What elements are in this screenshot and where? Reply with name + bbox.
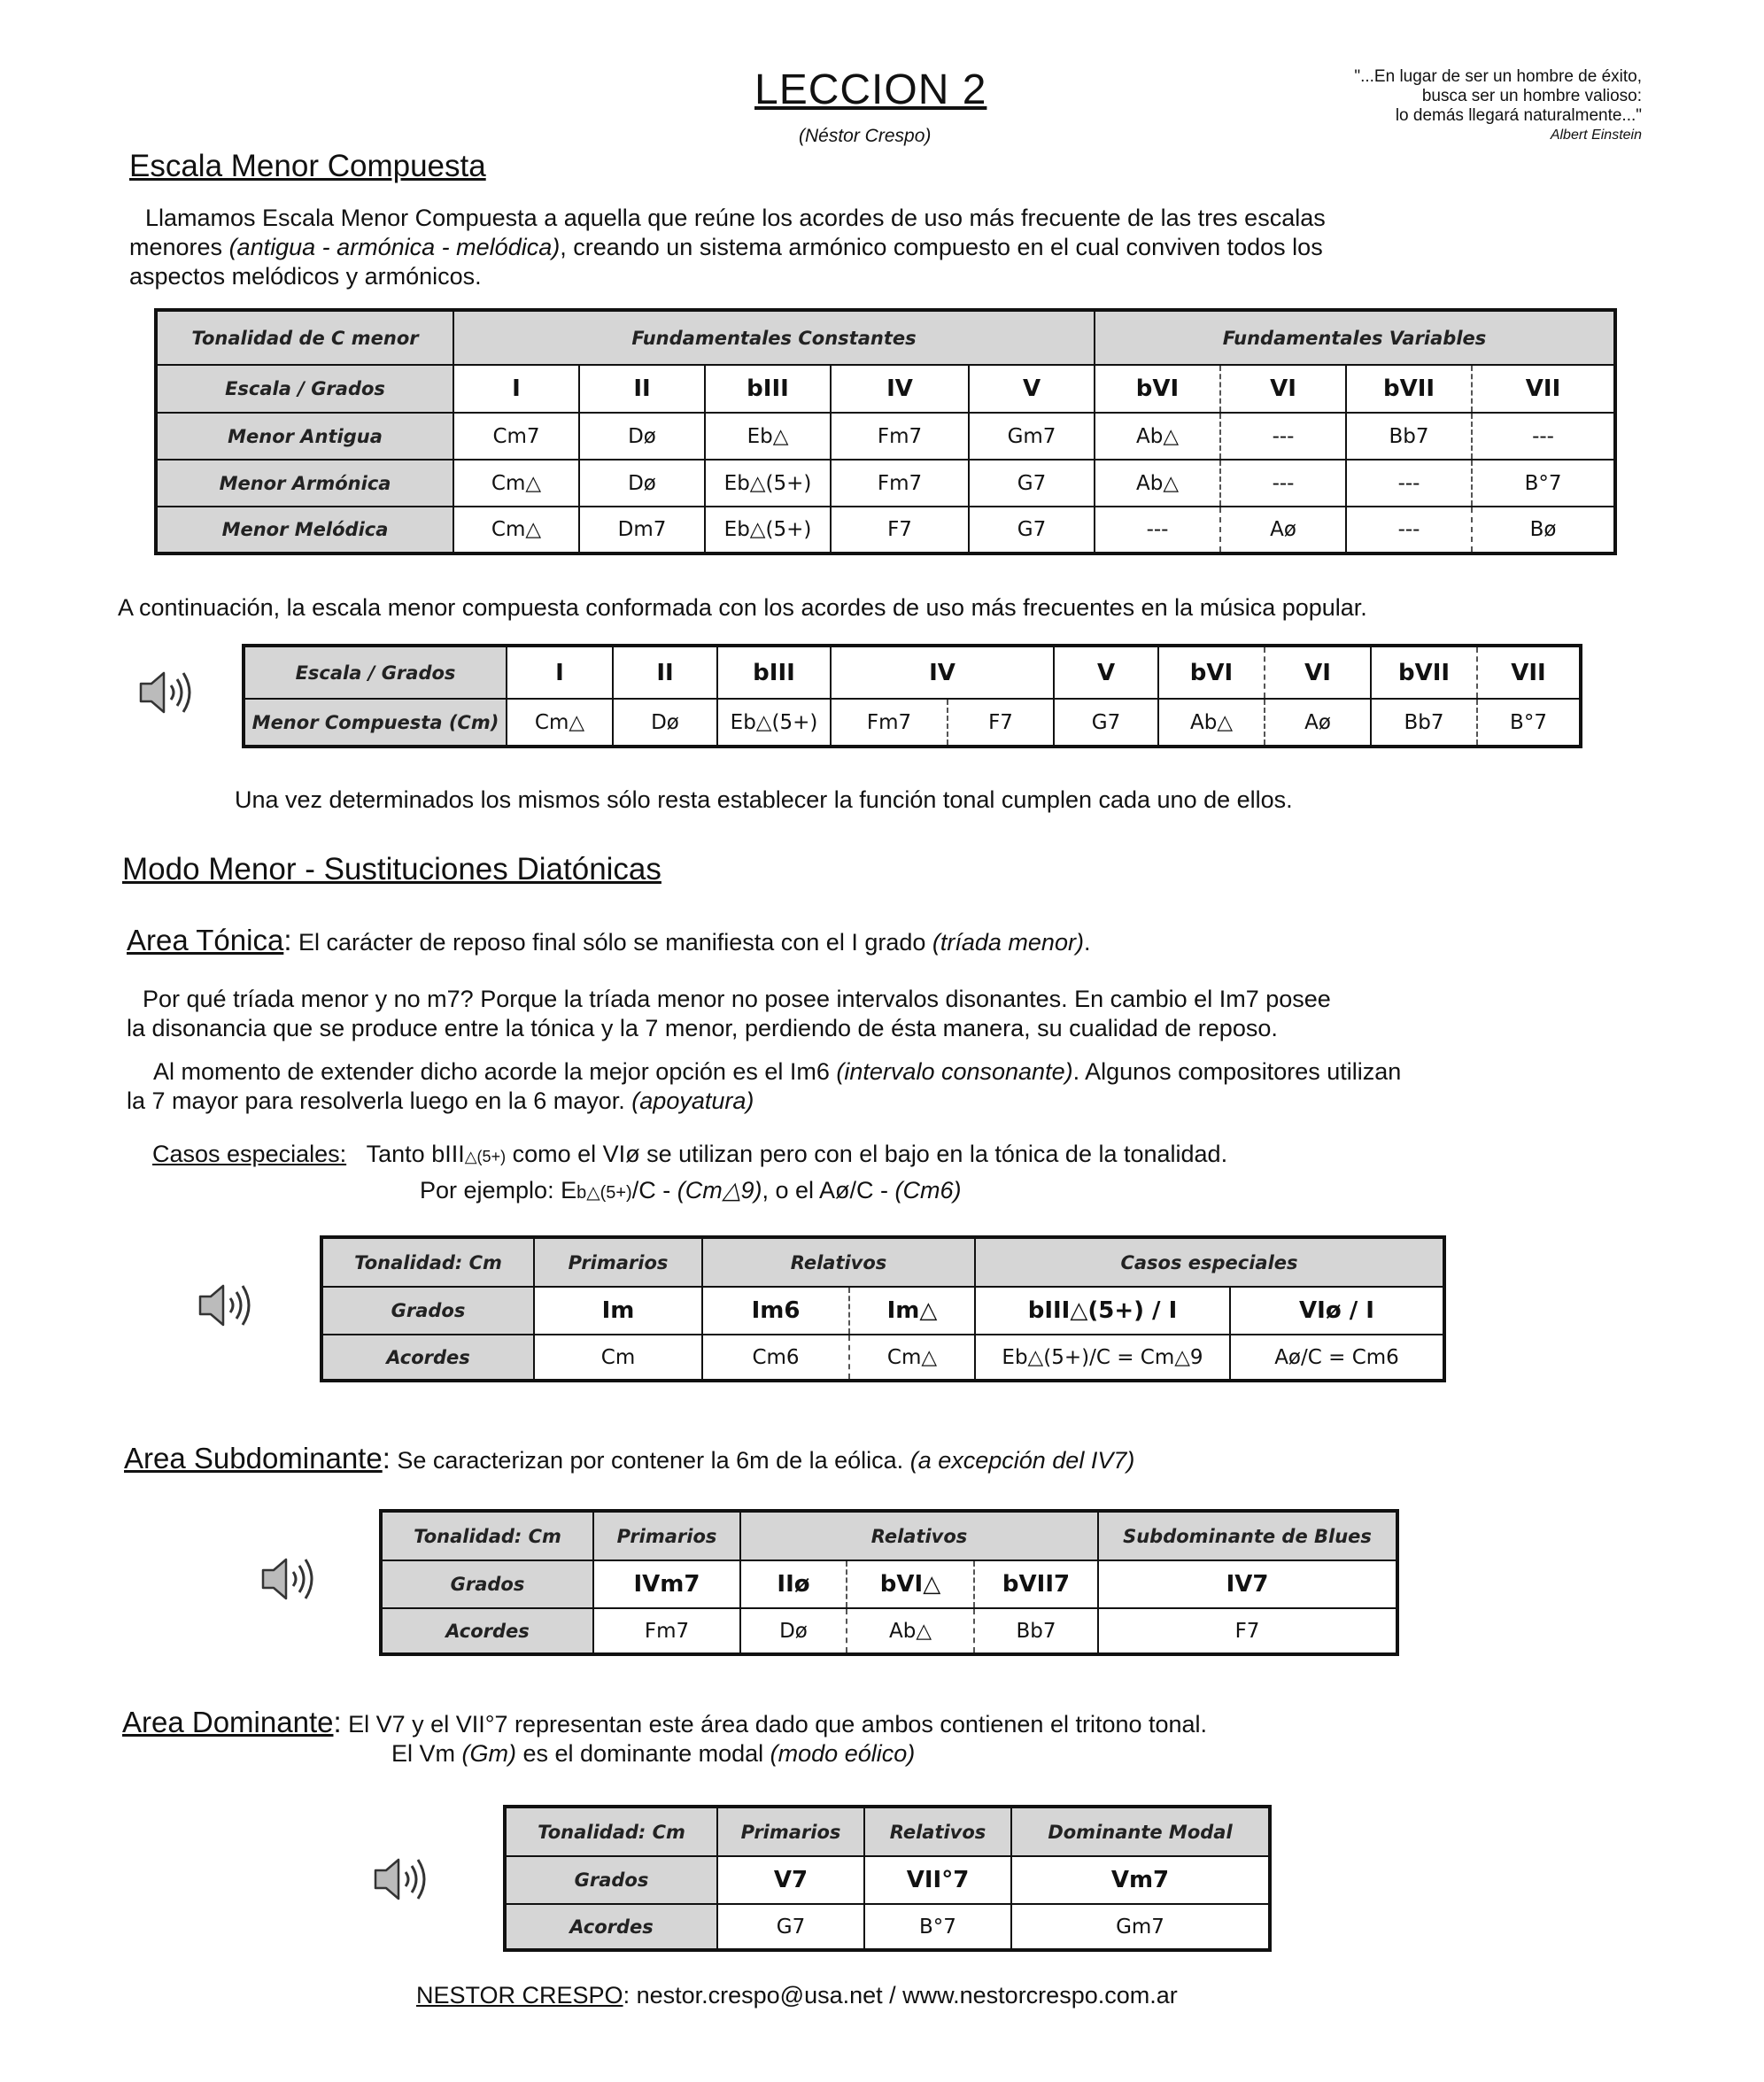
degree-cell: VII°7	[864, 1856, 1011, 1904]
chord-cell: Ab△	[1095, 460, 1220, 507]
table-row	[321, 1287, 1444, 1335]
chord-cell: G7	[1054, 699, 1158, 747]
text: △(5+)	[464, 1148, 507, 1165]
area-tonica-heading: Area Tónica	[127, 924, 284, 956]
degree-cell: bVI	[1095, 365, 1220, 413]
chord-cell: Eb△(5+)	[717, 699, 831, 747]
text: Se caracterizan por contener la 6m de la eólica.	[390, 1447, 910, 1474]
chord-cell: ---	[1346, 460, 1472, 507]
text: :	[333, 1706, 342, 1738]
speaker-volume-icon[interactable]	[197, 1281, 260, 1330]
degree-cell: II	[579, 365, 705, 413]
table-row	[321, 1335, 1444, 1381]
chord-cell: Eb△(5+)	[705, 507, 831, 553]
chord-cell: G7	[717, 1904, 864, 1950]
degree-cell: VII	[1472, 365, 1615, 413]
chord-cell: F7	[831, 507, 969, 553]
chord-cell: Cm△	[507, 699, 613, 747]
text: :	[283, 924, 292, 956]
chord-cell: G7	[969, 507, 1095, 553]
table-corner: Tonalidad: Cm	[321, 1237, 534, 1287]
chord-cell: ---	[1095, 507, 1220, 553]
tonica-paragraph-2	[127, 1057, 1401, 1116]
table-row	[156, 413, 1615, 460]
chord-cell: Bb7	[974, 1608, 1098, 1654]
row-label: Acordes	[505, 1904, 717, 1950]
degree-cell: I	[453, 365, 579, 413]
text: El carácter de reposo final sólo se manifiesta con el I grado	[291, 929, 932, 956]
text: :	[382, 1442, 391, 1474]
table-row	[505, 1904, 1270, 1950]
degree-cell: bVI△	[847, 1560, 974, 1608]
text: /C -	[631, 1177, 677, 1204]
chord-cell: Fm7	[831, 413, 969, 460]
degree-cell: bVI	[1158, 646, 1265, 699]
section-heading: Escala Menor Compuesta	[129, 149, 486, 183]
chord-cell: Ab△	[847, 1608, 974, 1654]
table-row	[381, 1608, 1397, 1654]
footer-name[interactable]: NESTOR CRESPO	[416, 1982, 623, 2008]
text: como el VIø se utilizan pero con el bajo en la tónica de la tonalidad.	[506, 1141, 1228, 1167]
dominante-table	[503, 1805, 1272, 1952]
row-label: Grados	[381, 1560, 593, 1608]
chord-cell: Ab△	[1158, 699, 1265, 747]
col-header: Casos especiales	[975, 1237, 1444, 1287]
composite-scale-table	[242, 644, 1582, 748]
table-corner: Tonalidad de C menor	[156, 310, 453, 365]
chord-cell: Dm7	[579, 507, 705, 553]
text: menores	[129, 234, 229, 260]
footer	[416, 1982, 1178, 2009]
chord-cell: B°7	[1477, 699, 1581, 747]
quote-line: lo demás llegará naturalmente..."	[1395, 106, 1642, 125]
table-row	[156, 507, 1615, 553]
row-label: Escala / Grados	[156, 365, 453, 413]
degree-cell: bVII	[1371, 646, 1477, 699]
chord-cell: Eb△(5+)	[705, 460, 831, 507]
degree-cell: IV	[831, 365, 969, 413]
chord-cell: Bø	[1472, 507, 1615, 553]
col-header: Relativos	[740, 1511, 1098, 1560]
chord-cell: F7	[1098, 1608, 1397, 1654]
text: (apoyatura)	[631, 1087, 754, 1114]
intro-line	[129, 233, 1688, 262]
chord-cell: Dø	[579, 413, 705, 460]
degree-cell: Im6	[702, 1287, 849, 1335]
chord-cell: ---	[1220, 413, 1346, 460]
degree-cell: IV7	[1098, 1560, 1397, 1608]
area-subdominante-line	[124, 1443, 1134, 1475]
degree-cell: bIII	[717, 646, 831, 699]
chord-cell: Eb△	[705, 413, 831, 460]
chord-cell: Cm7	[453, 413, 579, 460]
degree-cell: VI	[1265, 646, 1371, 699]
chord-cell: Cm6	[702, 1335, 849, 1381]
area-subdominante-heading: Area Subdominante	[124, 1442, 383, 1474]
chord-cell: Cm	[534, 1335, 702, 1381]
text: (Cm△9)	[677, 1177, 762, 1204]
page-title: LECCION 2	[754, 66, 987, 113]
degree-cell: IIø	[740, 1560, 847, 1608]
degree-cell: VIø / I	[1230, 1287, 1444, 1335]
text: El V7 y el VII°7 representan este área dado que ambos contienen el tritono tonal.	[341, 1711, 1208, 1738]
chord-cell: ---	[1220, 460, 1346, 507]
chord-cell: B°7	[1472, 460, 1615, 507]
degree-cell: bVII7	[974, 1560, 1098, 1608]
chord-cell: Bb7	[1346, 413, 1472, 460]
chord-cell: Aø/C = Cm6	[1230, 1335, 1444, 1381]
text: Tanto bIII	[366, 1141, 465, 1167]
degree-cell: IV	[831, 646, 1054, 699]
scales-table	[154, 308, 1617, 555]
row-label: Menor Antigua	[156, 413, 453, 460]
degree-cell: IVm7	[593, 1560, 740, 1608]
row-label: Menor Melódica	[156, 507, 453, 553]
col-header: Primarios	[717, 1807, 864, 1856]
chord-cell: Cm△	[849, 1335, 975, 1381]
text: (antigua - armónica - melódica)	[228, 234, 561, 260]
text: (a excepción del IV7)	[909, 1447, 1135, 1474]
degree-cell: I	[507, 646, 613, 699]
text: Al momento de extender dicho acorde la mejor opción es el Im6	[153, 1058, 837, 1085]
text: , o el Aø/C -	[762, 1177, 895, 1204]
chord-cell: Fm7	[831, 460, 969, 507]
footer-contact[interactable]: : nestor.crespo@usa.net / www.nestorcrespo.com.ar	[623, 1982, 1178, 2008]
continuation-text: A continuación, la escala menor compuesta conformada con los acordes de uso más frecuentes en la música popular.	[118, 594, 1367, 621]
chord-cell: Ab△	[1095, 413, 1220, 460]
table-corner: Tonalidad: Cm	[505, 1807, 717, 1856]
row-label: Grados	[321, 1287, 534, 1335]
degree-cell: VII	[1477, 646, 1581, 699]
area-dominante-line	[122, 1707, 1207, 1739]
degree-cell: bIII	[705, 365, 831, 413]
text: . Algunos compositores utilizan	[1072, 1058, 1402, 1085]
area-dominante-line-2	[391, 1739, 915, 1769]
author: (Néstor Crespo)	[799, 126, 932, 146]
chord-cell: Cm△	[453, 507, 579, 553]
text: (Gm)	[461, 1740, 516, 1767]
text-line: Por qué tríada menor y no m7? Porque la tríada menor no posee intervalos disonantes. En cambio el Im7 posee	[143, 986, 1331, 1012]
chord-cell: Bb7	[1371, 699, 1477, 747]
chord-cell: F7	[948, 699, 1054, 747]
col-header: Dominante Modal	[1011, 1807, 1270, 1856]
degree-cell: bIII△(5+) / I	[975, 1287, 1230, 1335]
section-heading: Modo Menor - Sustituciones Diatónicas	[122, 852, 662, 886]
row-label: Menor Armónica	[156, 460, 453, 507]
table-row	[244, 699, 1581, 747]
chord-cell: Dø	[579, 460, 705, 507]
speaker-volume-icon[interactable]	[372, 1854, 436, 1904]
col-header: Subdominante de Blues	[1098, 1511, 1397, 1560]
subdominante-table	[379, 1509, 1399, 1656]
group-header: Fundamentales Constantes	[453, 310, 1095, 365]
chord-cell: Cm△	[453, 460, 579, 507]
text: , creando un sistema armónico compuesto en el cual conviven todos los	[560, 234, 1323, 260]
chord-cell: ---	[1472, 413, 1615, 460]
text: (Cm6)	[894, 1177, 962, 1204]
chord-cell: Eb△(5+)/C = Cm△9	[975, 1335, 1230, 1381]
table-corner: Tonalidad: Cm	[381, 1511, 593, 1560]
text: Por ejemplo: E	[420, 1177, 577, 1204]
chord-cell: Fm7	[831, 699, 948, 747]
degree-cell: Im△	[849, 1287, 975, 1335]
speaker-volume-icon[interactable]	[259, 1554, 323, 1604]
text: (modo eólico)	[770, 1740, 916, 1767]
quote	[1354, 67, 1642, 145]
row-label: Escala / Grados	[244, 646, 507, 699]
text: b△(5+)	[576, 1183, 632, 1203]
row-label: Acordes	[321, 1335, 534, 1381]
chord-cell: Gm7	[969, 413, 1095, 460]
text: es el dominante modal	[516, 1740, 770, 1767]
text: la 7 mayor para resolverla luego en la 6 mayor.	[127, 1087, 632, 1114]
group-header: Fundamentales Variables	[1095, 310, 1615, 365]
degree-cell: V	[1054, 646, 1158, 699]
text: .	[1083, 929, 1091, 956]
quote-author: Albert Einstein	[1550, 128, 1642, 143]
chord-cell: Gm7	[1011, 1904, 1270, 1950]
quote-line: busca ser un hombre valioso:	[1421, 87, 1642, 105]
chord-cell: Dø	[613, 699, 717, 747]
text: El Vm	[391, 1740, 462, 1767]
chord-cell: G7	[969, 460, 1095, 507]
intro-paragraph	[129, 204, 1688, 291]
chord-cell: Aø	[1220, 507, 1346, 553]
text-line: la disonancia que se produce entre la tónica y la 7 menor, perdiendo de ésta manera, su cualidad de reposo.	[127, 1015, 1278, 1041]
casos-example	[420, 1176, 962, 1208]
degree-cell: V	[969, 365, 1095, 413]
quote-line: "...En lugar de ser un hombre de éxito,	[1354, 67, 1642, 86]
area-dominante-heading: Area Dominante	[122, 1706, 334, 1738]
conclusion-text: Una vez determinados los mismos sólo resta establecer la función tonal cumplen cada uno de ellos.	[235, 786, 1293, 813]
chord-cell: Dø	[740, 1608, 847, 1654]
table-row	[156, 460, 1615, 507]
row-label: Menor Compuesta (Cm)	[244, 699, 507, 747]
degree-cell: bVII	[1346, 365, 1472, 413]
table-row	[505, 1856, 1270, 1904]
row-label: Acordes	[381, 1608, 593, 1654]
chord-cell: Fm7	[593, 1608, 740, 1654]
degree-cell: V7	[717, 1856, 864, 1904]
intro-line: aspectos melódicos y armónicos.	[129, 263, 482, 290]
casos-especiales	[152, 1140, 1227, 1172]
tonica-paragraph-1	[127, 985, 1331, 1043]
chord-cell: Aø	[1265, 699, 1371, 747]
chord-cell: ---	[1346, 507, 1472, 553]
degree-cell: Vm7	[1011, 1856, 1270, 1904]
degree-cell: Im	[534, 1287, 702, 1335]
area-tonica-line	[127, 925, 1090, 957]
degree-cell: II	[613, 646, 717, 699]
speaker-volume-icon[interactable]	[137, 668, 201, 717]
degree-cell: VI	[1220, 365, 1346, 413]
text: (tríada menor)	[932, 929, 1084, 956]
col-header: Relativos	[864, 1807, 1011, 1856]
text: (intervalo consonante)	[836, 1058, 1073, 1085]
col-header: Relativos	[702, 1237, 975, 1287]
row-label: Grados	[505, 1856, 717, 1904]
col-header: Primarios	[593, 1511, 740, 1560]
col-header: Primarios	[534, 1237, 702, 1287]
intro-line: Llamamos Escala Menor Compuesta a aquella que reúne los acordes de uso más frecuente de las tres escalas	[145, 205, 1326, 231]
chord-cell: B°7	[864, 1904, 1011, 1950]
table-row	[381, 1560, 1397, 1608]
tonica-table	[320, 1235, 1446, 1382]
casos-label: Casos especiales:	[152, 1141, 347, 1167]
